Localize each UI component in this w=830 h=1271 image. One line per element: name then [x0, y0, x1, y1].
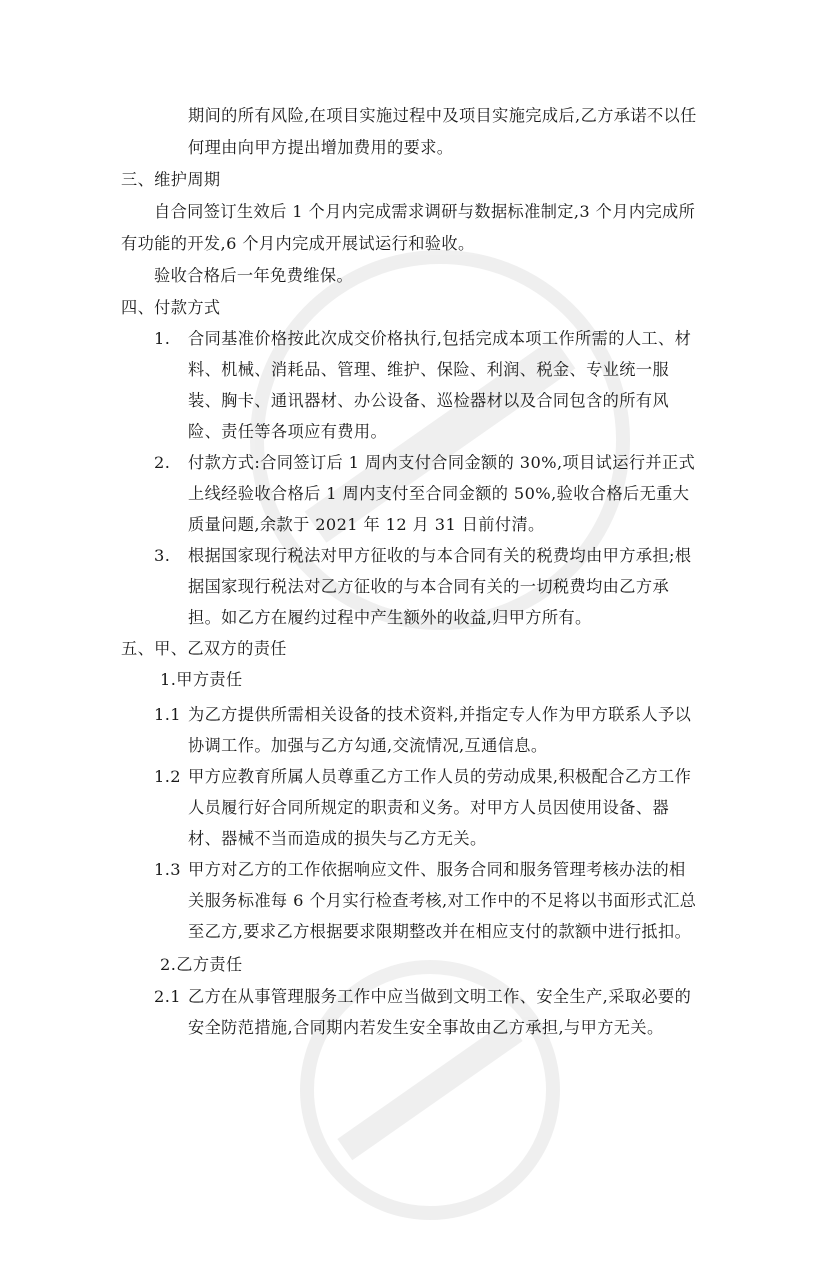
body-line: 装、胸卡、通讯器材、办公设备、巡检器材以及合同包含的所有风: [188, 391, 670, 410]
body-line: 担。如乙方在履约过程中产生额外的收益,归甲方所有。: [188, 608, 592, 627]
body-line: 安全防范措施,合同期内若发生安全事故由乙方承担,与甲方无关。: [188, 1018, 664, 1037]
list-number: 2.1: [154, 987, 181, 1006]
body-line: 险、责任等各项应有费用。: [188, 422, 388, 441]
body-line: 验收合格后一年免费维保。: [154, 266, 354, 285]
list-number: 2.: [154, 453, 171, 472]
body-line: 为乙方提供所需相关设备的技术资料,并指定专人作为甲方联系人予以: [188, 705, 692, 724]
subsection-heading: 2.乙方责任: [160, 955, 243, 974]
body-line: 上线经验收合格后 1 周内支付至合同金额的 50%,验收合格后无重大: [188, 484, 690, 503]
section-heading: 三、维护周期: [121, 170, 221, 189]
body-line: 何理由向甲方提出增加费用的要求。: [188, 138, 454, 157]
body-line: 期间的所有风险,在项目实施过程中及项目实施完成后,乙方承诺不以任: [188, 106, 697, 125]
list-number: 1.2: [154, 767, 181, 786]
body-line: 料、机械、消耗品、管理、维护、保险、利润、税金、专业统一服: [188, 360, 670, 379]
body-line: 合同基准价格按此次成交价格执行,包括完成本项工作所需的人工、材: [188, 329, 692, 348]
body-line: 至乙方,要求乙方根据要求限期整改并在相应支付的款额中进行抵扣。: [188, 922, 692, 941]
body-line: 根据国家现行税法对甲方征收的与本合同有关的税费均由甲方承担;根: [188, 546, 692, 565]
body-line: 甲方对乙方的工作依据响应文件、服务合同和服务管理考核办法的相: [188, 860, 686, 879]
body-line: 有功能的开发,6 个月内完成开展试运行和验收。: [121, 234, 475, 253]
list-number: 1.: [154, 329, 171, 348]
watermark-icon: [249, 909, 611, 1271]
body-line: 乙方在从事管理服务工作中应当做到文明工作、安全生产,采取必要的: [188, 987, 692, 1006]
body-line: 材、器械不当而造成的损失与乙方无关。: [188, 829, 487, 848]
body-line: 自合同签订生效后 1 个月内完成需求调研与数据标准制定,3 个月内完成所: [154, 202, 696, 221]
body-line: 甲方应教育所属人员尊重乙方工作人员的劳动成果,积极配合乙方工作: [188, 767, 692, 786]
body-line: 付款方式:合同签订后 1 周内支付合同金额的 30%,项目试运行并正式: [188, 453, 696, 472]
body-line: 协调工作。加强与乙方勾通,交流情况,互通信息。: [188, 736, 548, 755]
body-line: 人员履行好合同所规定的职责和义务。对甲方人员因使用设备、器: [188, 798, 670, 817]
body-line: 质量问题,余款于 2021 年 12 月 31 日前付清。: [188, 515, 545, 534]
body-line: 关服务标准每 6 个月实行检查考核,对工作中的不足将以书面形式汇总: [188, 891, 697, 910]
list-number: 1.3: [154, 860, 181, 879]
section-heading: 四、付款方式: [121, 298, 221, 317]
section-heading: 五、甲、乙双方的责任: [121, 639, 287, 658]
subsection-heading: 1.甲方责任: [160, 670, 243, 689]
body-line: 据国家现行税法对乙方征收的与本合同有关的一切税费均由乙方承: [188, 577, 670, 596]
list-number: 1.1: [154, 705, 181, 724]
list-number: 3.: [154, 546, 171, 565]
